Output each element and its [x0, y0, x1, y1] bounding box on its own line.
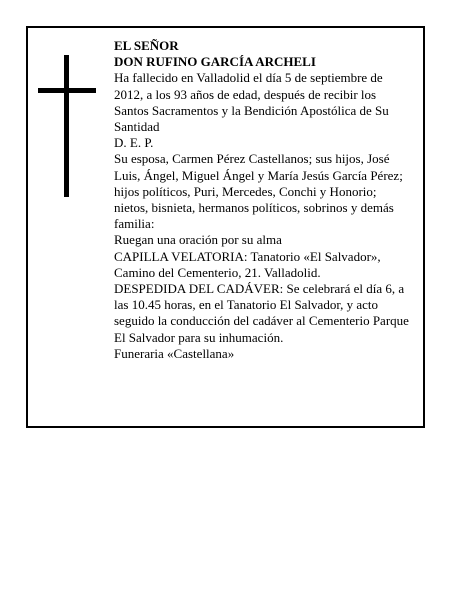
chapel-info: CAPILLA VELATORIA: Tanatorio «El Salvador», Camino del Cementerio, 21. Valladolid.: [114, 248, 381, 280]
deceased-name: DON RUFINO GARCÍA ARCHELI: [114, 54, 316, 70]
farewell-info: DESPEDIDA DEL CADÁVER: Se celebrará el día 6, a las 10.45 horas, en el Tanatorio El Salvador, y acto seguido la conducción del cadáver al Cementerio Parque El Salvador para su inhumación.: [114, 281, 409, 345]
obituary-text: [114, 38, 410, 362]
cross-icon: [38, 55, 96, 197]
family-list: Su esposa, Carmen Pérez Castellanos; sus hijos, José Luis, Ángel, Miguel Ángel y María Jesús García Pérez; hijos políticos, Puri, Mercedes, Conchi y Honorio; nietos, bisnieta, hermanos políticos, sobrinos y demás familia:: [114, 151, 403, 232]
deceased-title: EL SEÑOR: [114, 38, 179, 53]
cross-horizontal-bar: [38, 88, 96, 93]
rip-line: D. E. P.: [114, 135, 154, 151]
death-announcement: Ha fallecido en Valladolid el día 5 de septiembre de 2012, a los 93 años de edad, después de recibir los Santos Sacramentos y la Bendición Apostólica de Su Santidad: [114, 70, 389, 135]
cross-vertical-bar: [64, 55, 69, 197]
funeral-home: Funeraria «Castellana»: [114, 345, 235, 361]
prayer-request: Ruegan una oración por su alma: [114, 232, 282, 248]
